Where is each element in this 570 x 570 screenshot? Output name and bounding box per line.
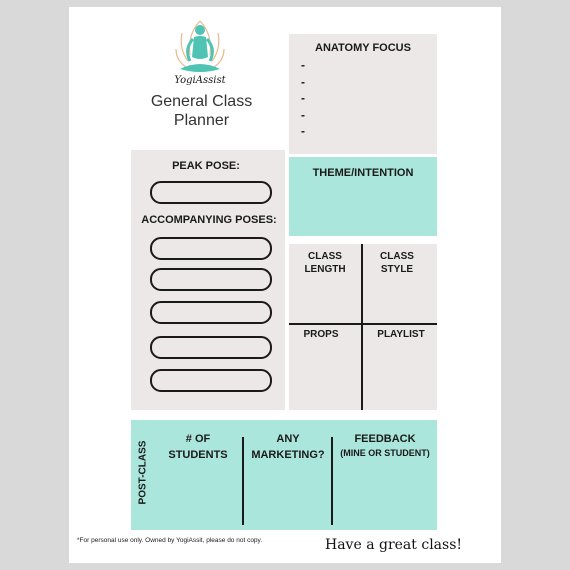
accompanying-pose-field[interactable] — [150, 237, 272, 260]
anatomy-item: - — [301, 108, 305, 122]
theme-intention-title: THEME/INTENTION — [312, 167, 414, 179]
marketing-label: ANY MARKETING? — [251, 433, 325, 461]
anatomy-item: - — [301, 75, 305, 89]
planner-page — [69, 7, 501, 563]
page-title-line1: General Class — [150, 93, 253, 110]
anatomy-item: - — [301, 124, 305, 138]
page-title — [139, 92, 264, 130]
peak-pose-box — [131, 150, 285, 410]
yogiassist-logo — [170, 15, 230, 95]
post-class-divider — [242, 437, 244, 525]
props-label: PROPS — [303, 329, 339, 340]
accompanying-poses-title: ACCOMPANYING POSES: — [141, 214, 277, 226]
grid-divider — [289, 323, 437, 325]
class-length-label: CLASS LENGTH — [304, 251, 346, 275]
closing-message: Have a great class! — [325, 537, 463, 553]
accompanying-pose-field[interactable] — [150, 301, 272, 324]
anatomy-item: - — [301, 91, 305, 105]
anatomy-focus-box — [289, 34, 437, 154]
anatomy-focus-title: ANATOMY FOCUS — [315, 42, 411, 54]
accompanying-pose-field[interactable] — [150, 369, 272, 392]
grid-divider — [361, 244, 363, 410]
accompanying-pose-field[interactable] — [150, 268, 272, 291]
copyright-note: *For personal use only. Owned by YogiAssit, please do not copy. — [77, 537, 263, 544]
number-of-students-label: # OF STUDENTS — [168, 433, 228, 461]
post-class-divider — [331, 437, 333, 525]
peak-pose-field[interactable] — [150, 181, 272, 204]
anatomy-item: - — [301, 58, 305, 72]
theme-intention-box — [289, 157, 437, 236]
peak-pose-title: PEAK POSE: — [172, 160, 240, 172]
playlist-label: PLAYLIST — [377, 329, 425, 340]
post-class-box — [131, 420, 437, 530]
accompanying-pose-field[interactable] — [150, 336, 272, 359]
page-title-line2: Planner — [173, 112, 230, 129]
class-details-grid — [289, 244, 437, 410]
post-class-side-label: POST-CLASS — [137, 440, 149, 505]
feedback-label: FEEDBACK (MINE OR STUDENT) — [340, 433, 430, 458]
class-style-label: CLASS STYLE — [380, 251, 414, 275]
logo-wordmark: YogiAssist — [174, 75, 226, 86]
